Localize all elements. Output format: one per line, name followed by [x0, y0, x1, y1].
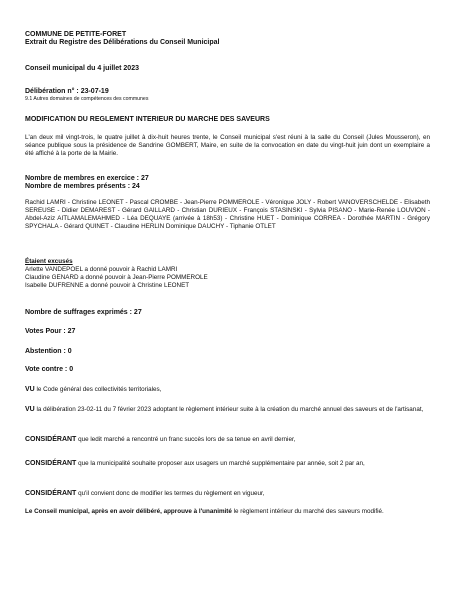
header [25, 31, 430, 47]
present-members-list: Rachid LAMRI - Christine LEONET - Pascal CROMBE - Jean-Pierre POMMEROLE - Véronique JOLY - Robert VANOVERSCHELDE - Elisabeth SEREUSE - Didier DEMAREST - Gérard GAILLARD - Christian DURIEUX - François STASINSKI - Sylvia PISANO - Marie-Renée LOUVION - Abdel-Aziz AITLAMALEMAHMED - Léa DEQUAYE (arrivée à 18h53) - Christine HUET - Dominique CORREA - Dorothée MARTIN - Grégory SPYCHALA - Gérard QUINET - Claudine HERLIN Dominique DAUCHY - Tiphanie OTLET [25, 199, 430, 230]
registry-extract-title: Extrait du Registre des Délibérations du Conseil Municipal [25, 39, 220, 46]
vu-deliberation-paragraph [25, 406, 430, 414]
vu-code-line [25, 386, 430, 394]
votes-abstention: Abstention : 0 [25, 348, 72, 355]
considerant-market-text: que la municipalité souhaite proposer aux usagers un marché supplémentaire par année, soit 2 par an, [76, 460, 365, 467]
deliberation-number: Délibération n° : 23-07-19 [25, 88, 109, 95]
members-in-office: Nombre de membres en exercice : 27 [25, 175, 149, 182]
decision-lead: Le Conseil municipal, après en avoir délibéré, approuve à l'unanimité [25, 508, 232, 515]
members-present: Nombre de membres présents : 24 [25, 183, 140, 190]
excused-item: Claudine GENARD a donné pouvoir à Jean-Pierre POMMEROLE [25, 274, 208, 281]
vu-deliberation-text: la délibération 23-02-11 du 7 février 2023 adoptant le règlement intérieur suite à la création du marché annuel des saveurs et de l'artisanat, [34, 406, 424, 413]
meeting-title: Conseil municipal du 4 juillet 2023 [25, 65, 139, 72]
votes-pour: Votes Pour : 27 [25, 328, 76, 335]
considerant-label: CONSIDÉRANT [25, 490, 77, 497]
decision-paragraph [25, 508, 430, 516]
considerant-modify-line [25, 490, 430, 498]
commune-name: COMMUNE DE PETITE-FORET [25, 31, 127, 38]
excused-item: Isabelle DUFRENNE a donné pouvoir à Christine LEONET [25, 282, 190, 289]
considerant-success-line [25, 436, 430, 444]
members-counts [25, 175, 430, 191]
vu-label: VU [25, 386, 35, 393]
considerant-label: CONSIDÉRANT [25, 460, 77, 467]
votes-contre: Vote contre : 0 [25, 366, 74, 373]
excused-section [25, 258, 430, 290]
decision-text: le règlement intérieur du marché des saveurs modifié. [231, 508, 384, 515]
deliberation-category: 9.1 Autres domaines de compétences des communes [25, 96, 149, 102]
vu-label: VU [25, 406, 35, 413]
considerant-success-text: que ledit marché a rencontré un franc succès lors de sa tenue en avril dernier, [76, 436, 296, 443]
suffrages-count: Nombre de suffrages exprimés : 27 [25, 309, 142, 316]
considerant-label: CONSIDÉRANT [25, 436, 77, 443]
considerant-market-paragraph [25, 460, 430, 468]
deliberation-info [25, 88, 430, 103]
subject-title: MODIFICATION DU REGLEMENT INTERIEUR DU MARCHE DES SAVEURS [25, 116, 270, 123]
vu-code-text: le Code général des collectivités territoriales, [34, 386, 162, 393]
excused-title: Étaient excusés [25, 258, 73, 265]
excused-item: Arlette VANDEPOEL a donné pouvoir à Rachid LAMRI [25, 266, 178, 273]
considerant-modify-text: qu'il convient donc de modifier les termes du règlement en vigueur, [76, 490, 265, 497]
convocation-paragraph: L'an deux mil vingt-trois, le quatre juillet à dix-huit heures trente, le Conseil municipal s'est réuni à la salle du Conseil (Jules Mousseron), en séance publique sous la présidence de Sandrine GOMBERT, Maire, en suite de la convocation en date du vingt-huit juin dont un exemplaire a été affiché à la porte de la Mairie. [25, 134, 430, 157]
